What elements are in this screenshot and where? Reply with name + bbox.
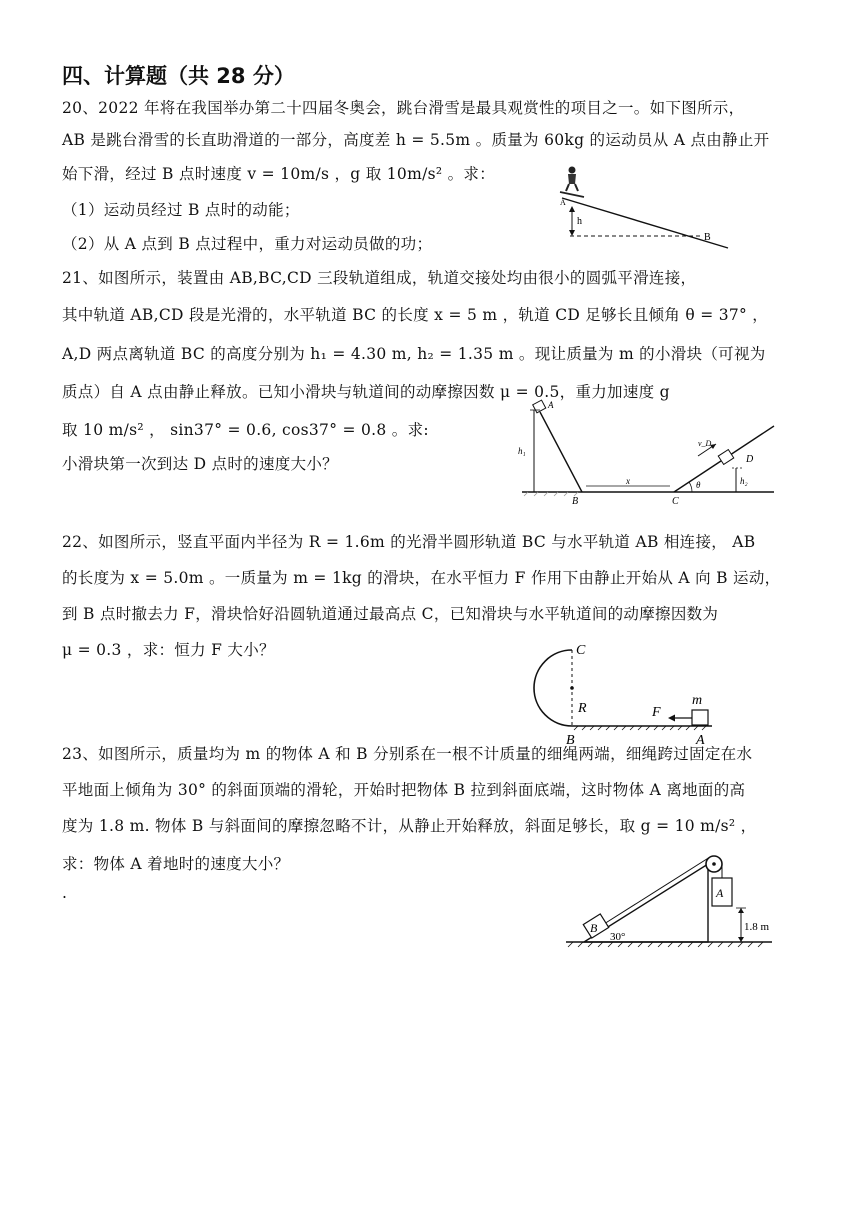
q22-semicircle-track <box>534 650 572 726</box>
skier-icon <box>560 167 584 198</box>
q23-line-3: 度为 1.8 m. 物体 B 与斜面间的摩擦忽略不计，从静止开始释放，斜面足够长，取 g = 10 m/s² ， <box>62 817 757 835</box>
q22-line-2: 的长度为 x = 5.0m 。一质量为 m = 1kg 的滑块，在水平恒力 F 作用下由静止开始从 A 向 B 运动， <box>62 569 781 587</box>
q22-label-c: C <box>576 643 586 658</box>
q21-label-a: A <box>548 400 554 410</box>
q23-label-angle: 30° <box>610 931 626 943</box>
q23-line-1: 23、如图所示，质量均为 m 的物体 A 和 B 分别系在一根不计质量的细绳两端，细绳跨过固定在水 <box>62 745 753 763</box>
q22-semicircle-track-figure <box>520 636 720 746</box>
q21-label-theta: θ <box>696 480 701 490</box>
q21-block-d <box>718 450 734 465</box>
q21-label-c: C <box>672 496 679 504</box>
q22-line-1: 22、如图所示，竖直平面内半径为 R = 1.6m 的光滑半圆形轨道 BC 与水平轨道 AB 相连接， AB <box>62 533 756 551</box>
q22-label-r: R <box>578 701 587 716</box>
section-title: 四、计算题（共 28 分） <box>62 64 295 88</box>
q21-line-1: 21、如图所示，装置由 AB,BC,CD 三段轨道组成，轨道交接处均由很小的圆弧平滑连接， <box>62 269 697 287</box>
q20-line-5: （2）从 A 点到 B 点过程中，重力对运动员做的功； <box>62 235 433 253</box>
q21-line-3: A,D 两点离轨道 BC 的高度分别为 h₁ = 4.30 m, h₂ = 1.35 m 。现让质量为 m 的小滑块（可视为 <box>62 345 766 363</box>
q20-line-1: 20、2022 年将在我国举办第二十四届冬奥会，跳台滑雪是最具观赏性的项目之一。如下图所示， <box>62 99 745 117</box>
q23-rope-incline <box>604 857 710 924</box>
q20-line-2: AB 是跳台滑雪的长直助滑道的一部分，高度差 h = 5.5m 。质量为 60kg 的运动员从 A 点由静止开 <box>62 131 770 149</box>
q22-label-b: B <box>566 733 575 746</box>
q21-label-d: D <box>746 454 754 465</box>
q22-block <box>692 710 708 725</box>
q21-label-h2: h₂ <box>740 476 748 486</box>
q21-line-2: 其中轨道 AB,CD 段是光滑的，水平轨道 BC 的长度 x = 5 m ，轨道 CD 足够长且倾角 θ = 37° ， <box>62 306 769 324</box>
q21-track-ab <box>540 412 582 492</box>
q22-label-m: m <box>692 693 703 708</box>
q23-label-a: A <box>716 886 724 900</box>
q20-label-a: A <box>560 198 566 207</box>
q23-trailing-dot: . <box>62 884 68 902</box>
q20-ski-slope-figure <box>548 160 738 252</box>
q21-label-vd: v_D <box>698 439 712 448</box>
q21-line-4: 质点）自 A 点由静止释放。已知小滑块与轨道间的动摩擦因数 μ = 0.5，重力加速度 g <box>62 383 670 401</box>
q20-line-3: 始下滑，经过 B 点时速度 v = 10m/s ，g 取 10m/s² 。求： <box>62 165 496 183</box>
q21-label-x: x <box>626 476 630 486</box>
q21-track-figure <box>512 396 782 504</box>
q20-label-h: h <box>577 216 582 227</box>
q21-line-5: 取 10 m/s² ， sin37° = 0.6, cos37° = 0.8 。求: <box>62 421 429 439</box>
q20-label-b: B <box>704 232 711 243</box>
q23-line-2: 平地面上倾角为 30° 的斜面顶端的滑轮，开始时把物体 B 拉到斜面底端，这时物体 A 离地面的高 <box>62 781 746 799</box>
q23-line-4: 求：物体 A 着地时的速度大小？ <box>62 855 290 873</box>
q21-line-6: 小滑块第一次到达 D 点时的速度大小？ <box>62 455 338 473</box>
q20-line-4: （1）运动员经过 B 点时的动能； <box>62 201 300 219</box>
q21-block-a <box>533 400 546 413</box>
q21-label-h1: h₁ <box>518 446 526 456</box>
q23-incline-pulley-figure <box>560 846 775 956</box>
q22-line-3: 到 B 点时撤去力 F，滑块恰好沿圆轨道通过最高点 C，已知滑块与水平轨道间的动摩擦因数为 <box>62 605 719 623</box>
q22-label-f: F <box>652 705 661 720</box>
q23-label-height: 1.8 m <box>744 921 770 933</box>
q21-label-b: B <box>572 496 579 504</box>
q22-label-a: A <box>696 733 705 746</box>
q23-label-b: B <box>590 921 598 935</box>
q22-line-4: μ = 0.3 ，求：恒力 F 大小？ <box>62 641 275 659</box>
